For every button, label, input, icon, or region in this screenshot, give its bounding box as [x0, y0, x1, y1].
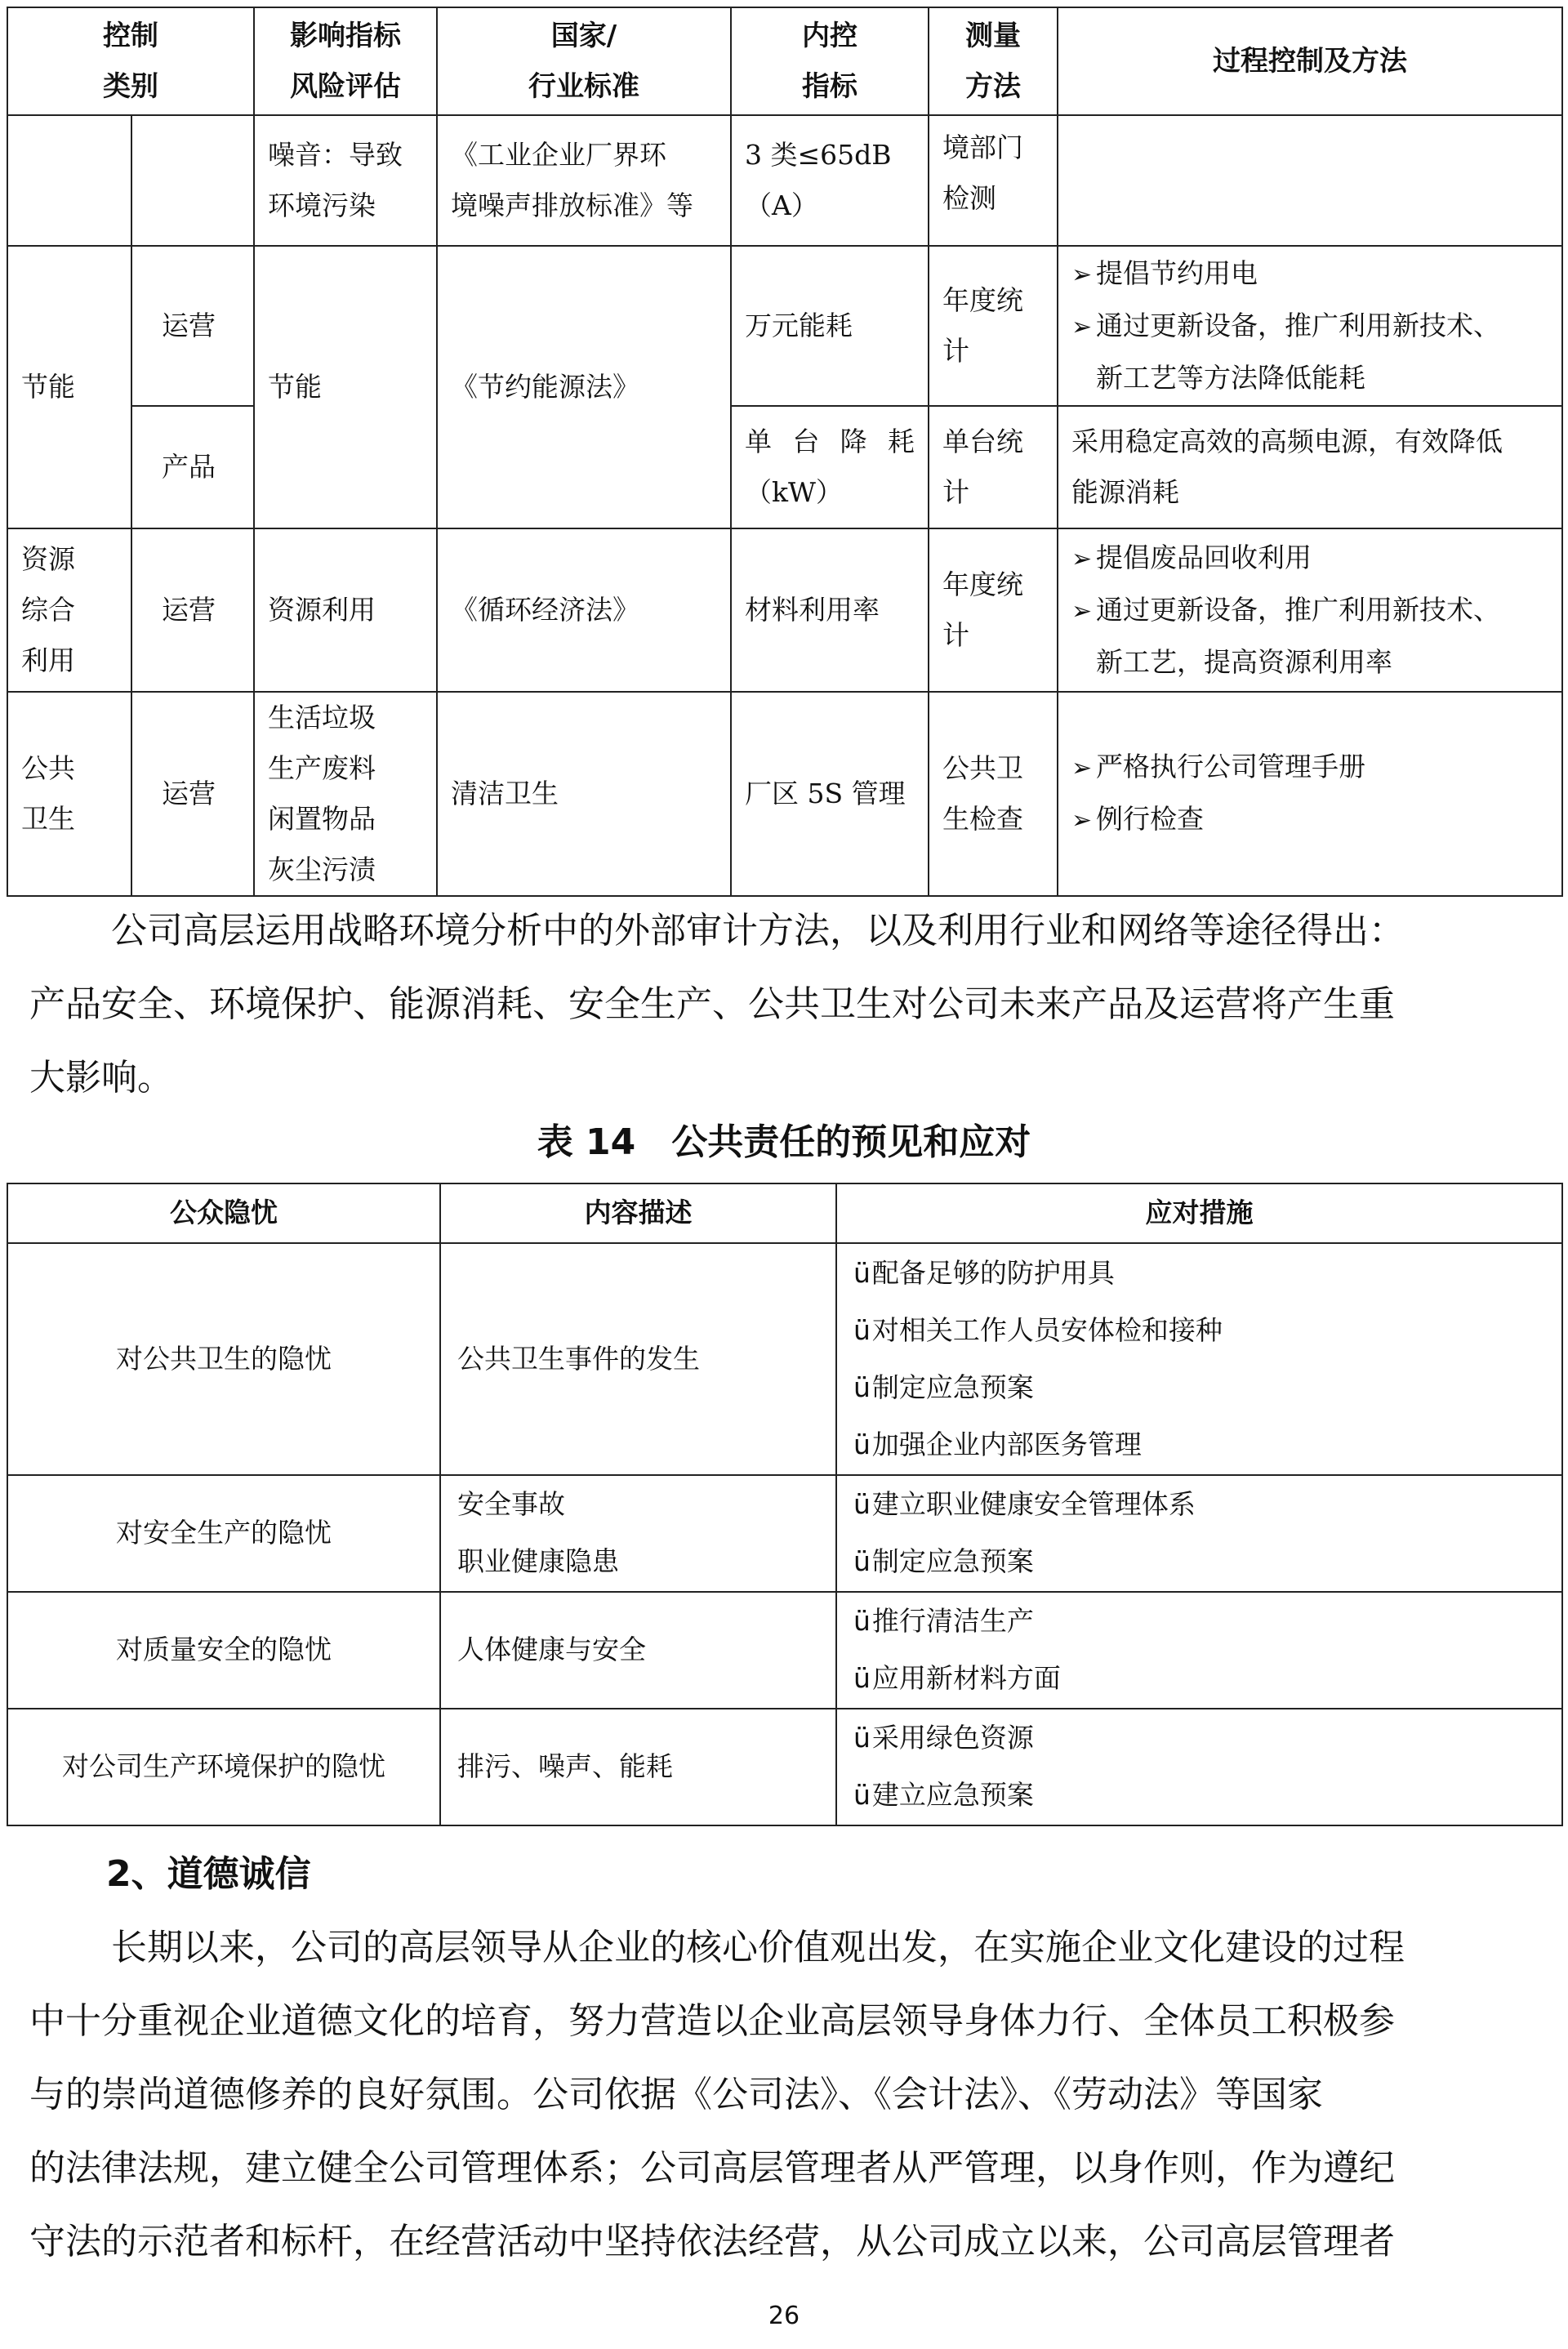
energy-method-1: 年度统 计 — [929, 246, 1058, 406]
energy-control-2: 采用稳定高效的高频电源，有效降低 能源消耗 — [1058, 406, 1562, 528]
desc-cell: 安全事故 职业健康隐患 — [440, 1475, 836, 1592]
resource-control: ➢ 提倡废品回收利用 ➢ 通过更新设备，推广利用新技术、 新工艺，提高资源利用率 — [1058, 528, 1562, 692]
header-process-control: 过程控制及方法 — [1058, 7, 1562, 115]
ethics-paragraph: 长期以来，公司的高层领导从企业的核心价值观出发，在实施企业文化建设的过程 中十分重视企业道德文化的培育，努力营造以企业高层领导身体力行、全体员工积极参 与的崇尚道德修养的良好氛围。公司依据《公司法》、《会计法》、《劳动法》等国家 的法律法规，建立健全公司管理体系；公司高层管理者从严管理，以身作则，作为遵纪 守法的示范者和标杆，在经营活动中坚持依法经营，从公司成立以来，公司高层管理者 — [29, 1927, 1405, 2262]
measures-cell: ü 建立职业健康安全管理体系 ü 制定应急预案 — [836, 1475, 1562, 1592]
header-measures: 应对措施 — [836, 1183, 1562, 1243]
desc-cell: 公共卫生事件的发生 — [440, 1243, 836, 1475]
header-method: 测量 方法 — [929, 7, 1058, 115]
table-row — [7, 1709, 1562, 1825]
hygiene-indicator: 厂区 5S 管理 — [731, 692, 929, 896]
energy-control-1: ➢ 提倡节约用电 ➢ 通过更新设备，推广利用新技术、 新工艺等方法降低能耗 — [1058, 246, 1562, 406]
hygiene-method: 公共卫 生检查 — [929, 692, 1058, 896]
page-number: 26 — [768, 2302, 800, 2330]
resource-method: 年度统 计 — [929, 528, 1058, 692]
concern-cell: 对安全生产的隐忧 — [7, 1475, 440, 1592]
measures-cell: ü 配备足够的防护用具 ü 对相关工作人员安体检和接种 ü 制定应急预案 ü 加强企业内部医务管理 — [836, 1243, 1562, 1475]
table-row — [7, 115, 1562, 246]
resource-sub: 运营 — [131, 528, 254, 692]
noise-indicator: 3 类≤65dB （A） — [731, 115, 929, 246]
measures-cell: ü 推行清洁生产 ü 应用新材料方面 — [836, 1592, 1562, 1709]
energy-standard: 《节约能源法》 — [437, 246, 731, 528]
noise-risk: 噪音：导致 环境污染 — [254, 115, 437, 246]
concern-cell: 对公司生产环境保护的隐忧 — [7, 1709, 440, 1825]
desc-cell: 排污、噪声、能耗 — [440, 1709, 836, 1825]
table-row — [7, 246, 1562, 406]
hygiene-control: ➢ 严格执行公司管理手册 ➢ 例行检查 — [1058, 692, 1562, 896]
table-row — [7, 406, 1562, 528]
table-row — [7, 528, 1562, 692]
resource-standard: 《循环经济法》 — [437, 528, 731, 692]
header-concern: 公众隐忧 — [7, 1183, 440, 1243]
hygiene-sub: 运营 — [131, 692, 254, 896]
table-row — [7, 692, 1562, 896]
desc-cell: 人体健康与安全 — [440, 1592, 836, 1709]
resource-indicator: 材料利用率 — [731, 528, 929, 692]
public-responsibility-table — [7, 1183, 1563, 1826]
table-row — [7, 1243, 1562, 1475]
resource-category: 资源 综合 利用 — [7, 528, 131, 692]
energy-sub-product: 产品 — [131, 406, 254, 528]
hygiene-risk: 生活垃圾 生产废料 闲置物品 灰尘污渍 — [254, 692, 437, 896]
energy-indicator-1: 万元能耗 — [731, 246, 929, 406]
energy-sub-ops: 运营 — [131, 246, 254, 406]
table-header-row — [7, 1183, 1562, 1243]
header-control-category: 控制 类别 — [7, 7, 254, 115]
table-header-row — [7, 7, 1562, 115]
noise-method: 境部门 检测 — [929, 115, 1058, 246]
energy-method-2: 单台统 计 — [929, 406, 1058, 528]
hygiene-standard: 清洁卫生 — [437, 692, 731, 896]
section-heading: 2、道德诚信 — [106, 1853, 311, 1895]
control-table — [7, 7, 1563, 897]
table-row — [7, 1475, 1562, 1592]
header-standard: 国家/ 行业标准 — [437, 7, 731, 115]
resource-risk: 资源利用 — [254, 528, 437, 692]
header-indicator: 内控 指标 — [731, 7, 929, 115]
header-description: 内容描述 — [440, 1183, 836, 1243]
measures-cell: ü 采用绿色资源 ü 建立应急预案 — [836, 1709, 1562, 1825]
concern-cell: 对质量安全的隐忧 — [7, 1592, 440, 1709]
noise-standard: 《工业企业厂界环 境噪声排放标准》等 — [437, 115, 731, 246]
table-row — [7, 1592, 1562, 1709]
table-caption: 表 14 公共责任的预见和应对 — [537, 1121, 1031, 1163]
energy-risk: 节能 — [254, 246, 437, 528]
analysis-paragraph: 公司高层运用战略环境分析中的外部审计方法，以及利用行业和网络等途径得出： 产品安全、环境保护、能源消耗、安全生产、公共卫生对公司未来产品及运营将产生重 大影响。 — [29, 910, 1405, 1099]
concern-cell: 对公共卫生的隐忧 — [7, 1243, 440, 1475]
header-risk: 影响指标 风险评估 — [254, 7, 437, 115]
energy-category: 节能 — [7, 246, 131, 528]
hygiene-category: 公共 卫生 — [7, 692, 131, 896]
energy-indicator-2: 单台降耗 （kW） — [731, 406, 929, 528]
